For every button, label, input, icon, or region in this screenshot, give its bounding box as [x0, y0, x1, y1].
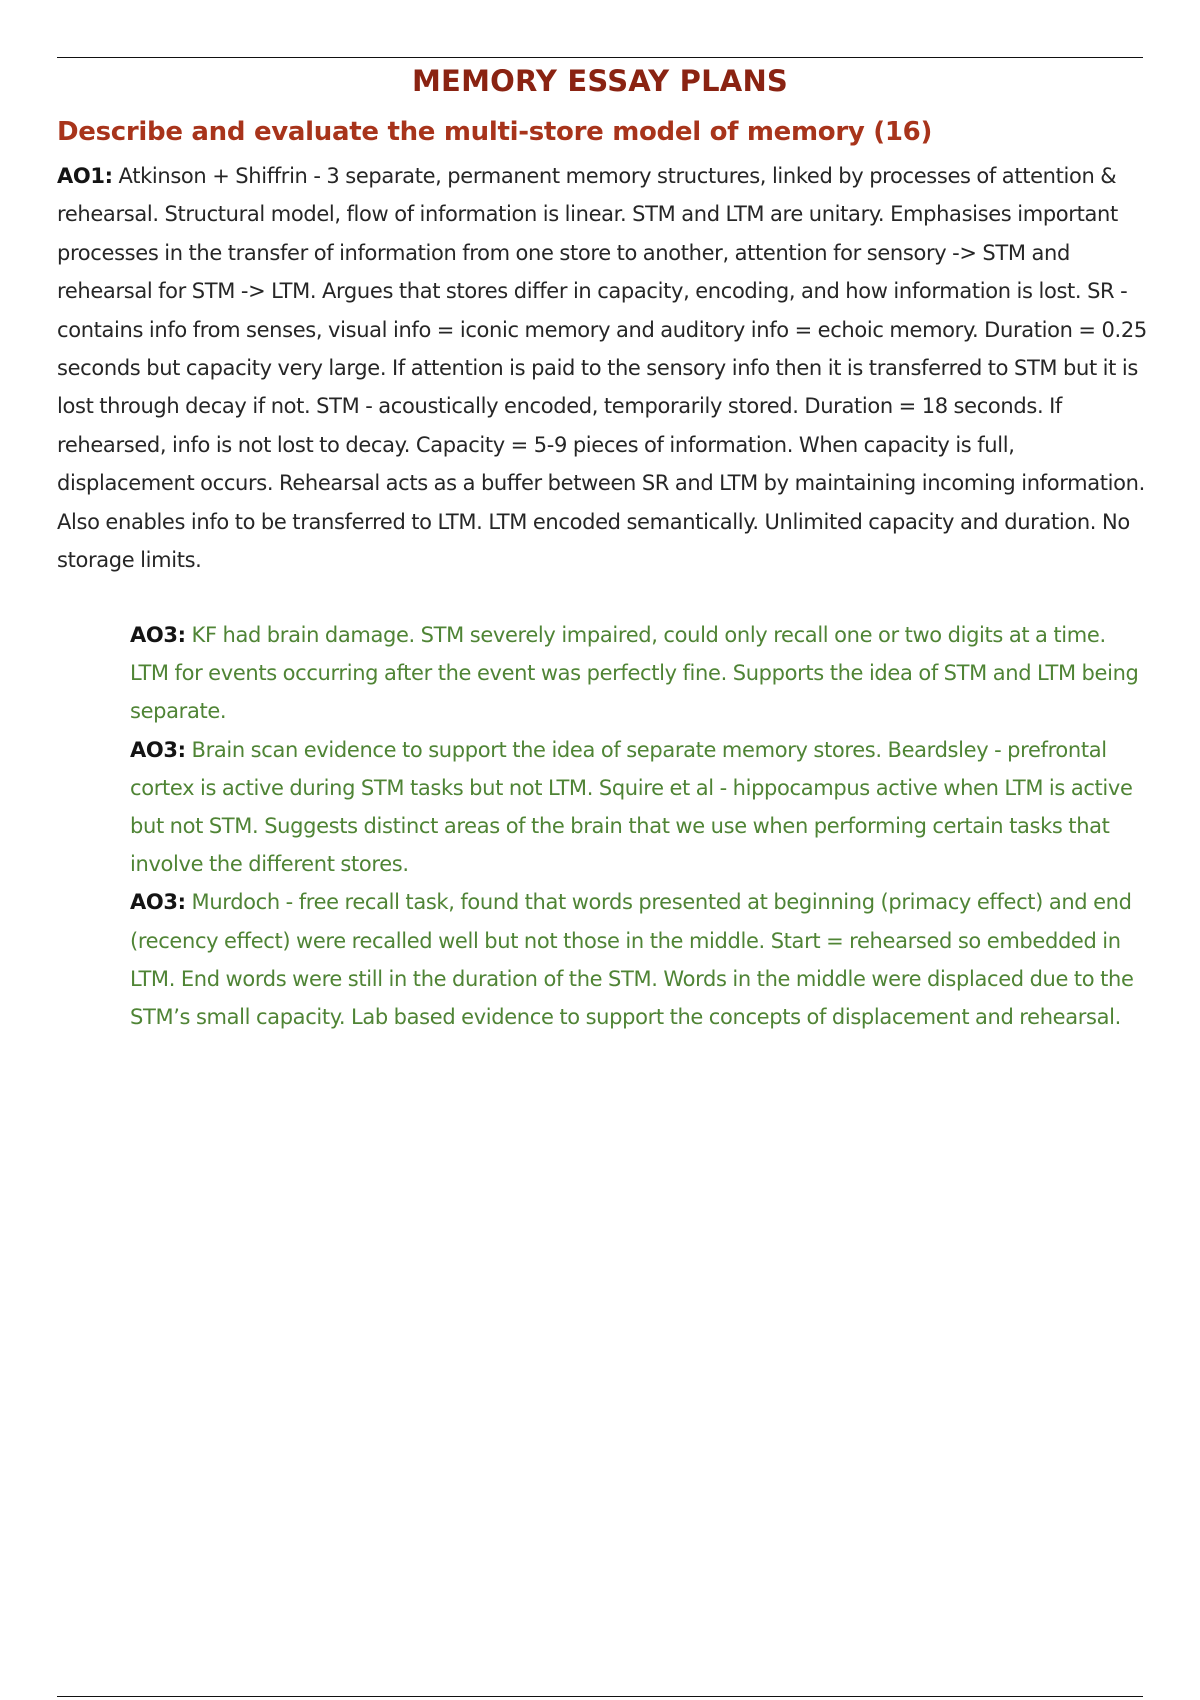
ao3-label: AO3:	[130, 890, 186, 915]
top-rule	[57, 57, 1143, 58]
ao3-text: KF had brain damage. STM severely impaired, could only recall one or two digits at a time. LTM for events occurring after the event was perfectly fine. Supports the idea of STM and LTM being separate.	[130, 623, 1139, 724]
ao3-label: AO3:	[130, 737, 186, 762]
ao3-label: AO3:	[130, 623, 186, 647]
ao3-evaluation-list	[130, 616, 1145, 1036]
page-title: MEMORY ESSAY PLANS	[412, 64, 788, 98]
ao3-point	[130, 883, 1145, 1036]
ao3-point	[130, 616, 1145, 731]
ao1-text: Atkinson + Shiffrin - 3 separate, permanent memory structures, linked by processes of attention & rehearsal. Structural model, flow of information is linear. STM and LTM are unitary. Emphasises important processes in the transfer of information from one store to another, attention for sensory -> STM and rehearsal for STM -> LTM. Argues that stores differ in capacity, encoding, and how information is lost. SR - contains info from senses, visual info = iconic memory and auditory info = echoic memory. Duration = 0.25 seconds but capacity very large. If attention is paid to the sensory info then it is transferred to STM but it is lost through decay if not. STM - acoustically encoded, temporarily stored. Duration = 18 seconds. If rehearsed, info is not lost to decay. Capacity = 5-9 pieces of information. When capacity is full, displacement occurs. Rehearsal acts as a buffer between SR and LTM by maintaining incoming information. Also enables info to be transferred to LTM. LTM encoded semantically. Unlimited capacity and duration. No storage limits.	[57, 164, 1147, 573]
ao1-label: AO1:	[57, 164, 113, 188]
essay-question: Describe and evaluate the multi-store model of memory (16)	[57, 117, 933, 147]
bottom-rule	[57, 1696, 1143, 1697]
ao3-text: Murdoch - free recall task, found that words presented at beginning (primacy effect) and end (recency effect) were recalled well but not those in the middle. Start = rehearsed so embedded in LTM. End words were still in the duration of the STM. Words in the middle were displaced due to the STM’s small capacity. Lab based evidence to support the concepts of displacement and rehearsal.	[130, 890, 1134, 1030]
ao1-paragraph	[57, 157, 1147, 579]
ao3-text: Brain scan evidence to support the idea of separate memory stores. Beardsley - prefrontal cortex is active during STM tasks but not LTM. Squire et al - hippocampus active when LTM is active but not STM. Suggests distinct areas of the brain that we use when performing certain tasks that involve the different stores.	[130, 737, 1133, 877]
ao3-point	[130, 731, 1145, 884]
